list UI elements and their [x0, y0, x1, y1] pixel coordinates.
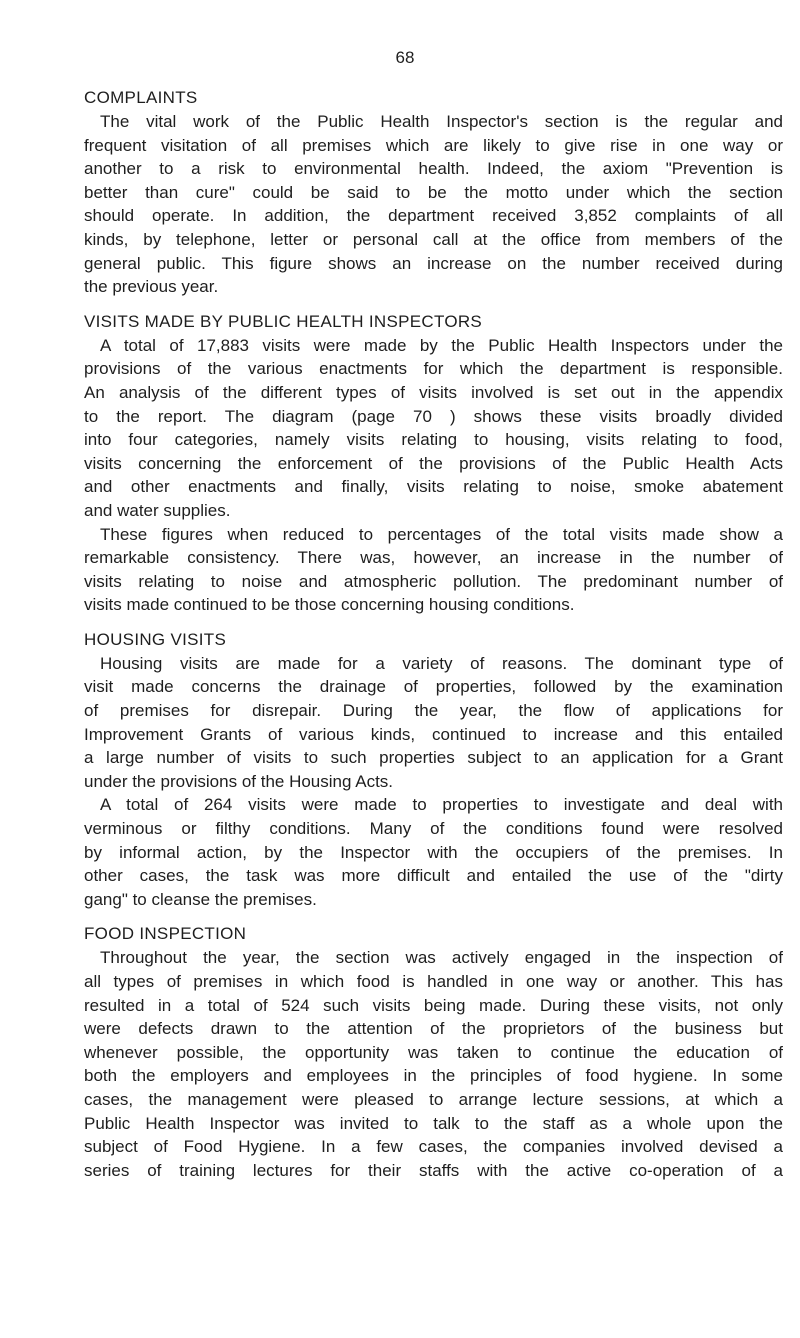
- text-line: another to a risk to environmental health. Indeed, the axiom "Prevention is: [84, 159, 783, 179]
- text-line: the previous year.: [84, 277, 219, 297]
- text-line: whenever possible, the opportunity was taken to continue the education of: [84, 1042, 783, 1062]
- text-line: An analysis of the different types of visits involved is set out in the appendix: [84, 382, 783, 402]
- text-line: other cases, the task was more difficult and entailed the use of the "dirty: [84, 866, 783, 886]
- text-line: visits made continued to be those concerning housing conditions.: [84, 595, 575, 615]
- text-line: Throughout the year, the section was actively engaged in the inspection of: [100, 948, 783, 968]
- text-line: subject of Food Hygiene. In a few cases, the companies involved devised a: [84, 1137, 783, 1157]
- section-complaints: [84, 86, 783, 299]
- paragraph: [84, 523, 783, 617]
- text-line: Public Health Inspector was invited to talk to the staff as a whole upon the: [84, 1113, 783, 1133]
- text-line: cases, the management were pleased to arrange lecture sessions, at which a: [84, 1089, 783, 1109]
- text-line: The vital work of the Public Health Inspector's section is the regular and: [100, 112, 783, 131]
- text-line: should operate. In addition, the department received 3,852 complaints of all: [84, 206, 783, 226]
- paragraph: [84, 110, 783, 299]
- text-line: under the provisions of the Housing Acts.: [84, 771, 394, 791]
- section-heading: HOUSING VISITS: [84, 629, 227, 649]
- text-line: A total of 264 visits were made to properties to investigate and deal with: [100, 795, 783, 815]
- text-line: Housing visits are made for a variety of reasons. The dominant type of: [100, 653, 783, 673]
- paragraph: [84, 793, 783, 911]
- page-number: 68: [395, 48, 415, 67]
- section-heading: VISITS MADE BY PUBLIC HEALTH INSPECTORS: [84, 311, 483, 331]
- text-line: of premises for disrepair. During the year, the flow of applications for: [84, 701, 783, 721]
- text-line: A total of 17,883 visits were made by the Public Health Inspectors under the: [100, 335, 783, 355]
- text-line: and other enactments and finally, visits relating to noise, smoke abatement: [84, 477, 783, 497]
- text-line: provisions of the various enactments for which the department is responsible.: [84, 359, 783, 379]
- section-food-inspection: [84, 922, 783, 1182]
- text-line: visit made concerns the drainage of properties, followed by the examination: [84, 677, 783, 697]
- section-heading: FOOD INSPECTION: [84, 924, 247, 944]
- text-line: and water supplies.: [84, 500, 231, 520]
- text-line: verminous or filthy conditions. Many of the conditions found were resolved: [84, 819, 783, 839]
- section-housing-visits: [84, 628, 783, 912]
- text-line: resulted in a total of 524 such visits being made. During these visits, not only: [84, 995, 783, 1015]
- text-line: better than cure" could be said to be the motto under which the section: [84, 182, 783, 202]
- section-visits-made-by-public-health-inspectors: [84, 310, 783, 617]
- text-line: both the employers and employees in the principles of food hygiene. In some: [84, 1066, 783, 1086]
- text-line: all types of premises in which food is handled in one way or another. This has: [84, 972, 783, 991]
- text-line: Improvement Grants of various kinds, continued to increase and this entailed: [84, 724, 783, 744]
- text-line: visits concerning the enforcement of the provisions of the Public Health Acts: [84, 453, 783, 473]
- text-line: visits relating to noise and atmospheric pollution. The predominant number of: [84, 571, 783, 591]
- text-line: gang" to cleanse the premises.: [84, 889, 317, 909]
- text-line: general public. This figure shows an increase on the number received during: [84, 253, 783, 273]
- paragraph: [84, 946, 783, 1182]
- text-line: series of training lectures for their staffs with the active co-operation of a: [84, 1160, 783, 1180]
- text-line: by informal action, by the Inspector with the occupiers of the premises. In: [84, 842, 783, 862]
- text-line: to the report. The diagram (page 70 ) shows these visits broadly divided: [84, 406, 783, 426]
- paragraph: [84, 652, 783, 794]
- text-line: frequent visitation of all premises which are likely to give rise in one way or: [84, 135, 783, 155]
- section-heading: COMPLAINTS: [84, 88, 198, 107]
- text-line: These figures when reduced to percentages of the total visits made show a: [100, 524, 783, 544]
- text-line: a large number of visits to such properties subject to an application for a Grant: [84, 748, 783, 768]
- text-line: into four categories, namely visits relating to housing, visits relating to food,: [84, 430, 783, 450]
- text-line: kinds, by telephone, letter or personal call at the office from members of the: [84, 229, 783, 249]
- text-line: remarkable consistency. There was, however, an increase in the number of: [84, 548, 783, 568]
- text-line: were defects drawn to the attention of the proprietors of the business but: [84, 1019, 783, 1039]
- document-body: [84, 86, 783, 1193]
- paragraph: [84, 334, 783, 523]
